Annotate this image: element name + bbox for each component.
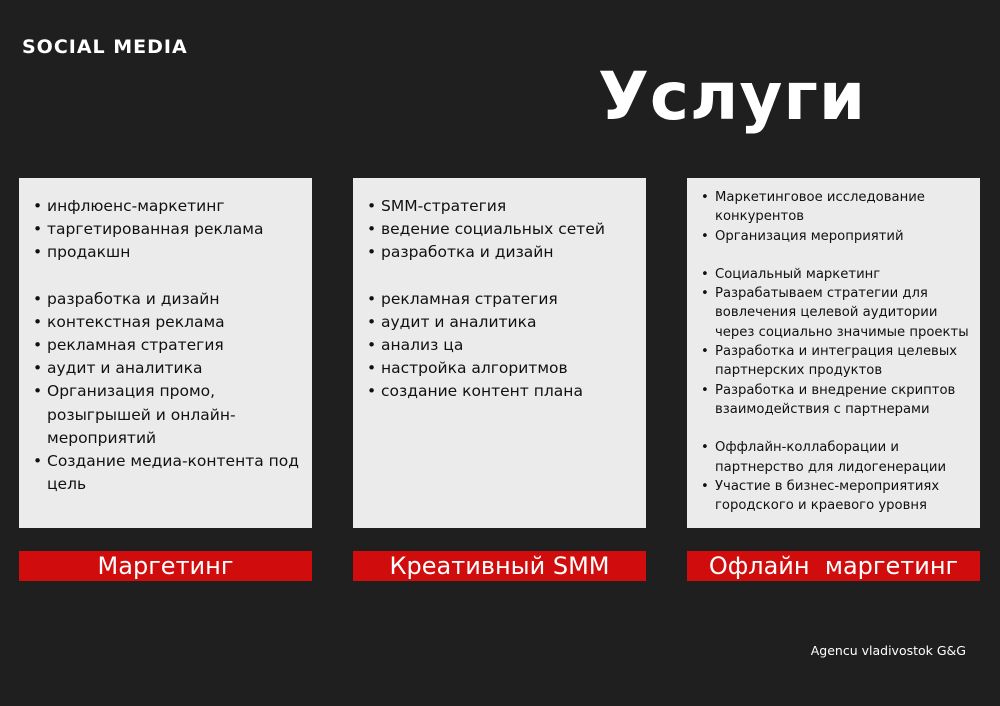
service-item: • настройка алгоритмов	[367, 357, 638, 380]
service-item: • создание контент плана	[367, 380, 638, 403]
service-item: • Оффлайн-коллаборации и партнерство для лидогенерации	[701, 438, 974, 477]
category-label-creative-smm: Креативный SMM	[353, 551, 646, 581]
category-label-marketing: Маргетинг	[19, 551, 312, 581]
service-item: • Маркетинговое исследование конкурентов	[701, 188, 974, 227]
service-item: • рекламная стратегия	[33, 334, 304, 357]
service-item: • аудит и аналитика	[367, 311, 638, 334]
service-card-creative-smm	[353, 178, 646, 528]
service-card-offline-marketing	[687, 178, 980, 528]
agency-footer: Agencu vladivostok G&G	[810, 643, 966, 658]
service-item: • Социальный маркетинг	[701, 265, 974, 284]
service-item: • анализ ца	[367, 334, 638, 357]
service-list	[33, 195, 304, 496]
service-list	[701, 188, 974, 515]
service-list	[367, 195, 638, 404]
service-card-marketing	[19, 178, 312, 528]
service-item: • разработка и дизайн	[367, 241, 638, 264]
service-item: • рекламная стратегия	[367, 288, 638, 311]
service-item: • аудит и аналитика	[33, 357, 304, 380]
service-item: • продакшн	[33, 241, 304, 264]
category-label-offline-marketing: Офлайн маргетинг	[687, 551, 980, 581]
service-item: • SMM-стратегия	[367, 195, 638, 218]
service-item: • Организация мероприятий	[701, 227, 974, 246]
service-item: • ведение социальных сетей	[367, 218, 638, 241]
service-item: • Разрабатываем стратегии для вовлечения целевой аудитории через социально значимые проекты	[701, 284, 974, 342]
service-item: • Разработка и интеграция целевых партнерских продуктов	[701, 342, 974, 381]
service-item: • инфлюенс-маркетинг	[33, 195, 304, 218]
brand-label: SOCIAL MEDIA	[22, 36, 188, 58]
service-item: • Участие в бизнес-мероприятиях городского и краевого уровня	[701, 477, 974, 516]
service-item: • Создание медиа-контента под цель	[33, 450, 304, 496]
service-item: • разработка и дизайн	[33, 288, 304, 311]
page-title: Услуги	[598, 58, 867, 135]
service-item: • Организация промо, розыгрышей и онлайн-мероприятий	[33, 380, 304, 450]
service-item: • таргетированная реклама	[33, 218, 304, 241]
service-item: • контекстная реклама	[33, 311, 304, 334]
service-item: • Разработка и внедрение скриптов взаимодействия с партнерами	[701, 381, 974, 420]
